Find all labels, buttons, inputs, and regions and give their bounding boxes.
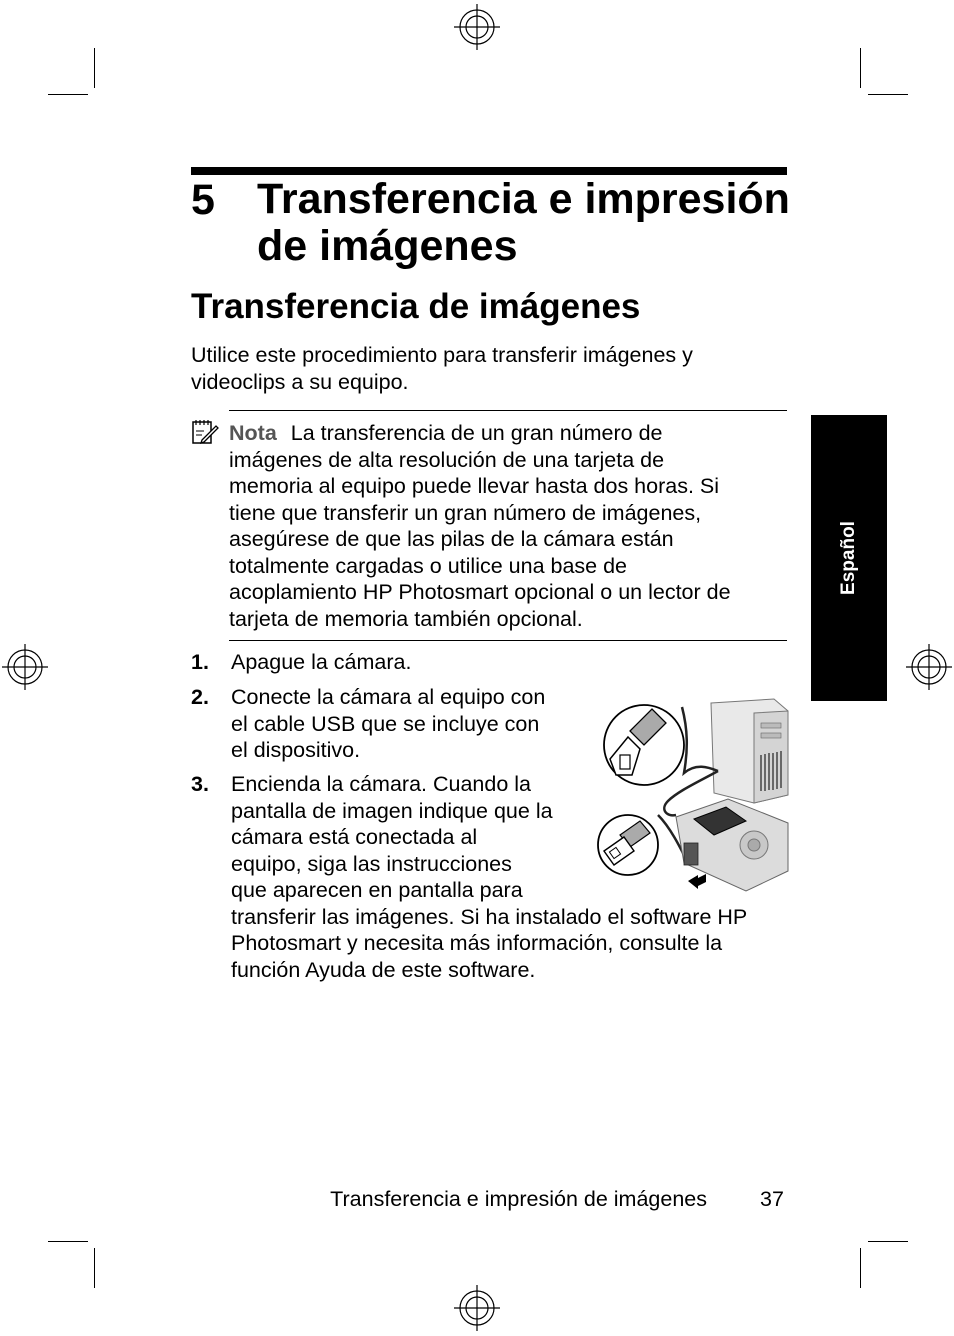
note-line: La transferencia de un gran número de [290, 421, 663, 445]
step-line: pantalla de imagen indique que la [231, 798, 553, 823]
step-number: 1. [191, 650, 209, 674]
step-line: transferir las imágenes. Si ha instalado el software HP [231, 904, 748, 929]
note-line: totalmente cargadas o utilice una base de [229, 553, 628, 578]
note-line: imágenes de alta resolución de una tarjeta de [229, 447, 665, 472]
step-number: 3. [191, 772, 209, 796]
registration-mark-top-icon [452, 2, 502, 52]
step-line: Apague la cámara. [231, 650, 412, 674]
note-line: tarjeta de memoria también opcional. [229, 606, 583, 631]
step-line: función Ayuda de este software. [231, 957, 536, 982]
note-line: acoplamiento HP Photosmart opcional o un lector de [229, 580, 731, 604]
note-first-line [229, 420, 799, 447]
insert-arrow-icon [688, 874, 706, 889]
step-line: cámara está conectada al [231, 825, 478, 849]
step-line: Encienda la cámara. Cuando la [231, 772, 531, 796]
registration-mark-bottom-icon [452, 1283, 502, 1333]
intro-paragraph [191, 342, 781, 395]
note-line: asegúrese de que las pilas de la cámara están [229, 527, 674, 551]
page-number: 37 [760, 1187, 784, 1211]
step-line: Conecte la cámara al equipo con [231, 685, 546, 709]
chapter-title [257, 176, 797, 270]
intro-line: videoclips a su equipo. [191, 369, 409, 394]
step-line: el dispositivo. [231, 738, 361, 762]
step-number: 2. [191, 685, 209, 709]
chapter-title-line: de imágenes [257, 222, 518, 270]
computer-tower-icon [711, 699, 788, 803]
note-bottom-rule [229, 640, 787, 641]
registration-mark-right-icon [904, 642, 954, 692]
note-pad-icon [191, 418, 219, 446]
note-line: tiene que transferir un gran número de imágenes, [229, 500, 702, 525]
language-tab-label: Español [838, 521, 859, 595]
step-line: que aparecen en pantalla para [231, 878, 523, 902]
step-text [231, 649, 411, 676]
chapter-rule [191, 167, 787, 175]
usb-connection-illustration [596, 695, 792, 895]
camera-icon [676, 799, 788, 891]
usb-plug-icon [604, 705, 684, 785]
section-title: Transferencia de imágenes [191, 287, 641, 326]
note-line: memoria al equipo puede llevar hasta dos horas. Si [229, 474, 720, 498]
chapter-title-line: Transferencia e impresión [257, 175, 790, 223]
step-text [231, 684, 545, 764]
note-label: Nota [229, 421, 277, 445]
registration-mark-left-icon [0, 642, 50, 692]
intro-line: Utilice este procedimiento para transferir imágenes y [191, 343, 693, 367]
chapter-number: 5 [191, 176, 215, 224]
note-top-rule [229, 410, 787, 411]
mini-usb-plug-icon [598, 815, 658, 875]
note-text [229, 420, 799, 632]
step-line: equipo, siga las instrucciones [231, 851, 512, 876]
language-tab [811, 415, 887, 701]
footer-title: Transferencia e impresión de imágenes [330, 1187, 707, 1211]
step-line: el cable USB que se incluye con [231, 711, 540, 736]
step-line: Photosmart y necesita más información, consulte la [231, 931, 723, 955]
